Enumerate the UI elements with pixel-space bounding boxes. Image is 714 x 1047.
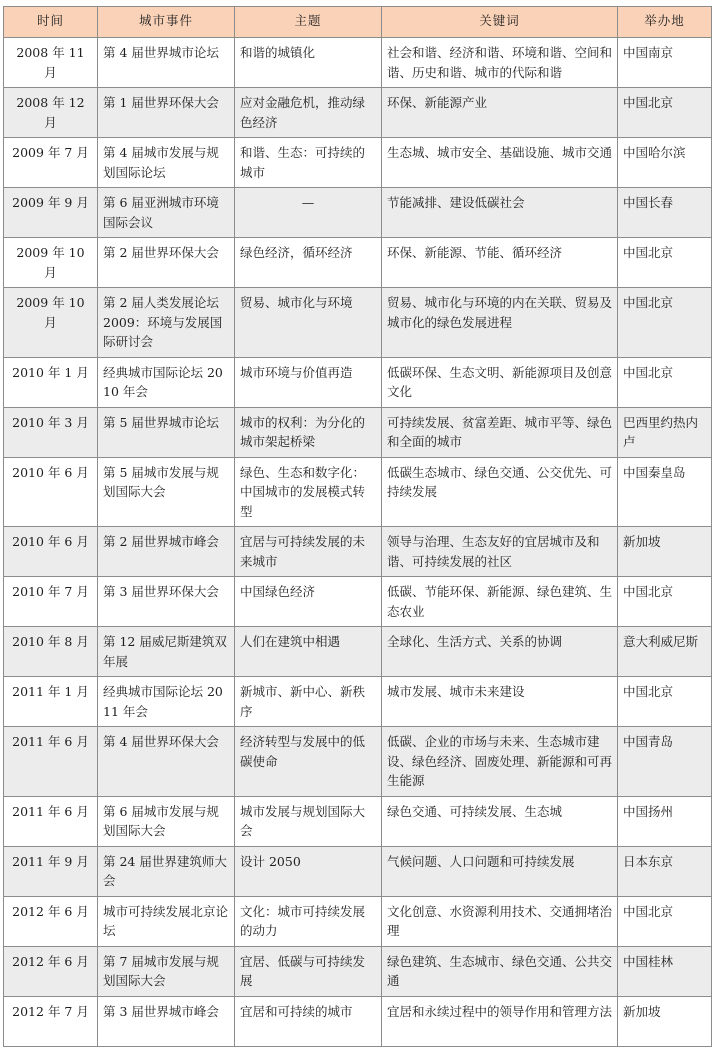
cell-event: 第 2 届世界城市峰会 [98, 527, 235, 577]
cell-venue: 中国北京 [618, 577, 712, 627]
table-row [4, 946, 712, 996]
cell-keywords: 环保、新能源产业 [382, 88, 618, 138]
table-row [4, 288, 712, 358]
cell-theme: 和谐的城镇化 [235, 38, 382, 88]
cell-venue: 中国北京 [618, 357, 712, 407]
cell-keywords: 绿色交通、可持续发展、生态城 [382, 796, 618, 846]
cell-time: 2011 年 9 月 [4, 846, 98, 896]
cell-keywords: 贸易、城市化与环境的内在关联、贸易及城市化的绿色发展进程 [382, 288, 618, 358]
cell-keywords: 文化创意、水资源利用技术、交通拥堵治理 [382, 896, 618, 946]
cell-theme: 宜居和可持续的城市 [235, 996, 382, 1046]
cell-theme: 宜居、低碳与可持续发展 [235, 946, 382, 996]
header-theme: 主题 [235, 7, 382, 38]
table-row [4, 796, 712, 846]
cell-theme: 新城市、新中心、新秩序 [235, 677, 382, 727]
cell-time: 2009 年 10 月 [4, 238, 98, 288]
cell-venue: 新加坡 [618, 527, 712, 577]
cell-time: 2009 年 10 月 [4, 288, 98, 358]
cell-event: 第 3 届世界环保大会 [98, 577, 235, 627]
cell-time: 2010 年 8 月 [4, 627, 98, 677]
cell-event: 第 4 届世界城市论坛 [98, 38, 235, 88]
cell-theme: 贸易、城市化与环境 [235, 288, 382, 358]
cell-theme: 宜居与可持续发展的未来城市 [235, 527, 382, 577]
events-table [3, 6, 712, 1047]
cell-theme: 和谐、生态：可持续的城市 [235, 138, 382, 188]
cell-keywords: 低碳生态城市、绿色交通、公交优先、可持续发展 [382, 457, 618, 527]
cell-event: 第 6 届亚洲城市环境国际会议 [98, 188, 235, 238]
table-row [4, 88, 712, 138]
cell-time: 2008 年 12 月 [4, 88, 98, 138]
cell-time: 2009 年 9 月 [4, 188, 98, 238]
cell-keywords: 气候问题、人口问题和可持续发展 [382, 846, 618, 896]
cell-event: 第 24 届世界建筑师大会 [98, 846, 235, 896]
cell-time: 2010 年 7 月 [4, 577, 98, 627]
table-row [4, 627, 712, 677]
cell-venue: 巴西里约热内卢 [618, 407, 712, 457]
table-row [4, 727, 712, 797]
table-row [4, 38, 712, 88]
cell-venue: 日本东京 [618, 846, 712, 896]
cell-event: 第 4 届城市发展与规划国际论坛 [98, 138, 235, 188]
cell-venue: 新加坡 [618, 996, 712, 1046]
cell-theme: 城市的权利：为分化的城市架起桥梁 [235, 407, 382, 457]
cell-venue: 中国哈尔滨 [618, 138, 712, 188]
cell-time: 2011 年 6 月 [4, 796, 98, 846]
cell-venue: 中国北京 [618, 88, 712, 138]
cell-keywords: 全球化、生活方式、关系的协调 [382, 627, 618, 677]
cell-time: 2010 年 3 月 [4, 407, 98, 457]
cell-venue: 中国南京 [618, 38, 712, 88]
cell-venue: 中国长春 [618, 188, 712, 238]
cell-theme: 经济转型与发展中的低碳使命 [235, 727, 382, 797]
cell-event: 第 1 届世界环保大会 [98, 88, 235, 138]
cell-theme: 绿色、生态和数字化：中国城市的发展模式转型 [235, 457, 382, 527]
table-row [4, 677, 712, 727]
table-row [4, 896, 712, 946]
cell-time: 2008 年 11 月 [4, 38, 98, 88]
cell-keywords: 低碳环保、生态文明、新能源项目及创意文化 [382, 357, 618, 407]
table-row [4, 357, 712, 407]
cell-venue: 中国北京 [618, 677, 712, 727]
header-venue: 举办地 [618, 7, 712, 38]
cell-time: 2012 年 7 月 [4, 996, 98, 1046]
cell-keywords: 城市发展、城市未来建设 [382, 677, 618, 727]
cell-keywords: 低碳、企业的市场与未来、生态城市建设、绿色经济、固废处理、新能源和可再生能源 [382, 727, 618, 797]
cell-event: 第 5 届城市发展与规划国际大会 [98, 457, 235, 527]
cell-event: 城市可持续发展北京论坛 [98, 896, 235, 946]
header-keywords: 关键词 [382, 7, 618, 38]
cell-event: 第 2 届人类发展论坛 2009：环境与发展国际研讨会 [98, 288, 235, 358]
header-event: 城市事件 [98, 7, 235, 38]
cell-event: 第 5 届世界城市论坛 [98, 407, 235, 457]
cell-venue: 中国桂林 [618, 946, 712, 996]
cell-venue: 中国北京 [618, 288, 712, 358]
cell-venue: 中国秦皇岛 [618, 457, 712, 527]
cell-theme: 城市环境与价值再造 [235, 357, 382, 407]
table-row [4, 457, 712, 527]
cell-theme: 城市发展与规划国际大会 [235, 796, 382, 846]
table-row [4, 577, 712, 627]
table-header [4, 7, 712, 38]
cell-theme: 文化：城市可持续发展的动力 [235, 896, 382, 946]
cell-theme: 绿色经济，循环经济 [235, 238, 382, 288]
header-time: 时间 [4, 7, 98, 38]
cell-time: 2012 年 6 月 [4, 946, 98, 996]
cell-event: 经典城市国际论坛 2010 年会 [98, 357, 235, 407]
table-row [4, 238, 712, 288]
cell-time: 2012 年 6 月 [4, 896, 98, 946]
cell-event: 第 12 届威尼斯建筑双年展 [98, 627, 235, 677]
cell-event: 经典城市国际论坛 2011 年会 [98, 677, 235, 727]
cell-time: 2011 年 6 月 [4, 727, 98, 797]
cell-event: 第 7 届城市发展与规划国际大会 [98, 946, 235, 996]
cell-time: 2010 年 6 月 [4, 527, 98, 577]
cell-keywords: 环保、新能源、节能、循环经济 [382, 238, 618, 288]
cell-venue: 中国北京 [618, 896, 712, 946]
table-row [4, 407, 712, 457]
cell-event: 第 2 届世界环保大会 [98, 238, 235, 288]
cell-keywords: 节能减排、建设低碳社会 [382, 188, 618, 238]
header-row [4, 7, 712, 38]
cell-venue: 中国扬州 [618, 796, 712, 846]
cell-event: 第 3 届世界城市峰会 [98, 996, 235, 1046]
cell-keywords: 社会和谐、经济和谐、环境和谐、空间和谐、历史和谐、城市的代际和谐 [382, 38, 618, 88]
cell-keywords: 低碳、节能环保、新能源、绿色建筑、生态农业 [382, 577, 618, 627]
cell-event: 第 4 届世界环保大会 [98, 727, 235, 797]
cell-theme: — [235, 188, 382, 238]
cell-keywords: 绿色建筑、生态城市、绿色交通、公共交通 [382, 946, 618, 996]
table-row [4, 527, 712, 577]
cell-venue: 中国青岛 [618, 727, 712, 797]
cell-keywords: 宜居和永续过程中的领导作用和管理方法 [382, 996, 618, 1046]
cell-theme: 应对金融危机，推动绿色经济 [235, 88, 382, 138]
cell-time: 2011 年 1 月 [4, 677, 98, 727]
cell-time: 2010 年 6 月 [4, 457, 98, 527]
cell-time: 2010 年 1 月 [4, 357, 98, 407]
table-row [4, 188, 712, 238]
cell-theme: 中国绿色经济 [235, 577, 382, 627]
cell-venue: 中国北京 [618, 238, 712, 288]
cell-time: 2009 年 7 月 [4, 138, 98, 188]
cell-event: 第 6 届城市发展与规划国际大会 [98, 796, 235, 846]
cell-keywords: 生态城、城市安全、基础设施、城市交通 [382, 138, 618, 188]
cell-keywords: 领导与治理、生态友好的宜居城市及和谐、可持续发展的社区 [382, 527, 618, 577]
cell-theme: 设计 2050 [235, 846, 382, 896]
table-row [4, 996, 712, 1046]
cell-venue: 意大利威尼斯 [618, 627, 712, 677]
table-body [4, 38, 712, 1047]
table-row [4, 138, 712, 188]
cell-theme: 人们在建筑中相遇 [235, 627, 382, 677]
cell-keywords: 可持续发展、贫富差距、城市平等、绿色和全面的城市 [382, 407, 618, 457]
table-row [4, 846, 712, 896]
